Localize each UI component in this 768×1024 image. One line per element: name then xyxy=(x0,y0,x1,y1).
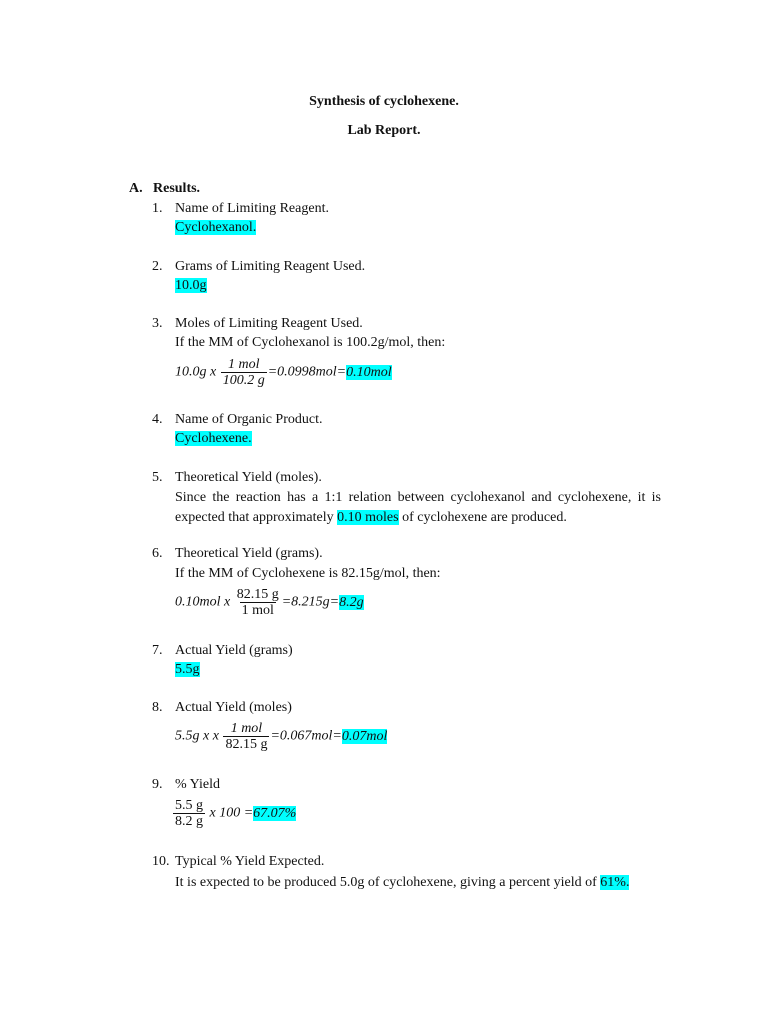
document-title: Synthesis of cyclohexene. xyxy=(309,94,459,109)
fraction-denominator: 1 mol xyxy=(241,603,274,618)
fraction-denominator: 82.15 g xyxy=(225,737,268,752)
equation xyxy=(175,721,387,752)
highlighted-answer: Cyclohexene. xyxy=(175,431,252,446)
paragraph-text: of cyclohexene are produced. xyxy=(398,509,567,525)
item-number: 5. xyxy=(152,470,163,485)
item-number: 2. xyxy=(152,259,163,274)
item-label: % Yield xyxy=(175,777,220,792)
item-text: If the MM of Cyclohexanol is 100.2g/mol, then: xyxy=(175,335,446,350)
fraction-denominator: 8.2 g xyxy=(175,814,203,829)
item-number: 4. xyxy=(152,412,163,427)
equation xyxy=(175,587,364,618)
fraction xyxy=(235,587,281,618)
highlighted-answer: 10.0g xyxy=(175,278,207,293)
fraction-numerator: 82.15 g xyxy=(236,587,279,602)
equation-suffix: =0.067mol= xyxy=(270,728,342,744)
fraction-denominator: 100.2 g xyxy=(222,373,265,388)
document-subtitle: Lab Report. xyxy=(347,123,421,138)
fraction xyxy=(221,357,267,388)
item-answer xyxy=(175,430,252,448)
item-label: Grams of Limiting Reagent Used. xyxy=(175,259,366,274)
equation-result: 0.10mol xyxy=(346,364,392,380)
item-answer xyxy=(175,661,200,679)
equation-result: 8.2g xyxy=(339,594,364,610)
equation-prefix: 0.10mol x xyxy=(175,594,234,610)
equation-result: 67.07% xyxy=(253,805,297,821)
item-label: Typical % Yield Expected. xyxy=(175,854,325,869)
item-label: Actual Yield (grams) xyxy=(175,643,293,658)
equation-suffix: =8.215g= xyxy=(281,594,340,610)
item-number: 8. xyxy=(152,700,163,715)
equation xyxy=(175,357,392,388)
item-label: Moles of Limiting Reagent Used. xyxy=(175,316,363,331)
highlighted-answer: 61%. xyxy=(600,875,630,890)
equation xyxy=(172,798,296,829)
highlighted-answer: 0.10 moles xyxy=(337,509,399,525)
item-label: Theoretical Yield (grams). xyxy=(175,546,323,561)
fraction xyxy=(223,721,269,752)
item-answer xyxy=(175,219,256,237)
fraction xyxy=(173,798,205,829)
highlighted-answer: 5.5g xyxy=(175,662,200,677)
item-label: Name of Limiting Reagent. xyxy=(175,201,329,216)
fraction-numerator: 1 mol xyxy=(227,357,260,372)
equation-prefix: 10.0g x xyxy=(175,364,220,380)
paragraph-text: Since the reaction has a 1:1 relation between cyclohexanol and cyclohexene, it is expected that approximately xyxy=(175,490,661,525)
item-number: 9. xyxy=(152,777,163,792)
fraction-numerator: 1 mol xyxy=(230,721,263,736)
item-number: 7. xyxy=(152,643,163,658)
item-paragraph xyxy=(175,488,661,527)
item-paragraph xyxy=(175,873,661,893)
fraction-numerator: 5.5 g xyxy=(175,798,203,813)
item-label: Theoretical Yield (moles). xyxy=(175,470,322,485)
section-heading: Results. xyxy=(153,181,201,196)
equation-result: 0.07mol xyxy=(341,728,388,744)
item-number: 10. xyxy=(152,854,170,869)
paragraph-text: It is expected to be produced 5.0g of cyclohexene, giving a percent yield of xyxy=(175,875,601,890)
item-label: Actual Yield (moles) xyxy=(175,700,292,715)
highlighted-answer: Cyclohexanol. xyxy=(175,220,257,235)
equation-suffix: =0.0998mol= xyxy=(267,364,347,380)
section-marker: A. xyxy=(129,181,143,196)
equation-suffix: x 100 = xyxy=(206,805,254,821)
item-answer xyxy=(175,277,207,295)
equation-prefix: 5.5g x x xyxy=(175,728,223,744)
item-number: 1. xyxy=(152,201,163,216)
item-text: If the MM of Cyclohexene is 82.15g/mol, then: xyxy=(175,566,441,581)
item-label: Name of Organic Product. xyxy=(175,412,323,427)
item-number: 6. xyxy=(152,546,163,561)
item-number: 3. xyxy=(152,316,163,331)
